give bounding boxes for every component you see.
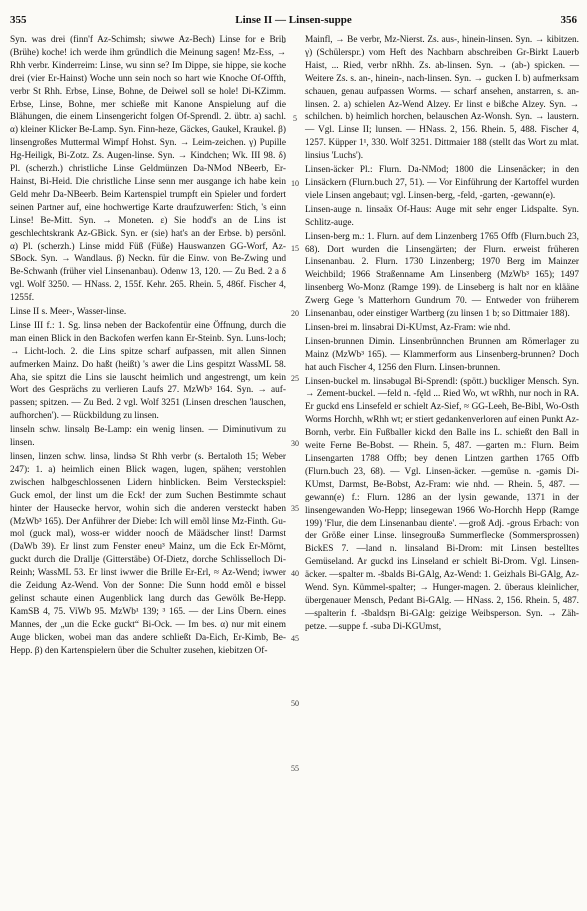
line-number: 5 [293,114,297,123]
entry-linse-i-cont: Syn. was drei (finn'f Az-Schimsh; siwwe Az-Bech) Linse for e Briẖ (Brühe) koche! ich werde ihm gründlich die Meinung sagen! Mz-Ess, → Rhh verbr. Kinderreim: Linse, wu sinn se? Im Dippe, sie hippe, sie koche drei (vier Er-Hainst) Woche unn sein noch so hart wie Knoche Of-Offth, verbr St Rhh. Erbse, Linse, Bohne, de Deiwel soll se hole! Di-KZimm. Erbse, Linse, Bohne, mer schieße mit Kanone Anspielung auf die Blähungen, die einem Linsengericht folgen Of-Sprendl. 2. übtr. a) sachl. α) kleiner Klicker Be-Lamp. Syn. Finn-heze, Gäckes, Gaukel, Kraukel. β) linsengroßes Muttermal Wimpf Hohst. Syn. → Leim-zeichen. γ) Pupille Hg-Heiligk, Bi-Zotz. Zs. Augen-linse. Syn. → Kindchen; Wk. III 98. δ) Pl. (scherzh.) christliche Linse Geldmünzen Da-NMod NBeerb, Er-Hainst, Bi-Heid. Die christliche Linse senn mer ausgange ich habe kein Geld mehr Da-NBeerb. Beim Kartenspiel trumpft ein Spieler und fordert seinen Partner auf, eine hochwertige Karte draufzuwerfen: Stich, 's einn Linse! Be-Mitt. Syn. → Moneten. ε) Sie hodd's an de Lins ist geschlechtskrank Az-GBick. Syn. er (sie) hat's an der Erbse. b) persönl. α) Pl. (scherzh.) Linse midd Füß (Füße) Hauswanzen GG-Worf, Az-SBock. Syn. → Wandlaus. β) Neckn. für die Einw. von Be-Zwing und Be-Schwanh (früher viel Linsenanbau). Odenw 13, 120. — Zu Bed. 2 a δ vgl. Wolf 3250. — HNass. 2, 155f. Kehr. 265. Rhein. 5, 486f. Fischer 4, 1255f. [10,35,286,304]
entry-linsen: linsen, linzen schw. linsə, lindsə St Rhh verbr (s. Bertaloth 15; Weber 247): 1. a) heimlich einen Blick wagen, lugen, spähen; verstohlen zwischen halbgeschlossenen Lidern hinblicken. Beim Versteckspiel: Guck emol, der linst um die Eck! der zum Suchen Bestimmte schaut hinter der Hausecke hervor, wohin sich die anderen versteckt haben (MzWb³ 165). Der Anführer der Diebe: Ich will emõl linse Mz-Finth. Gu-mol (guck mal), woss-er widder noocḣ de Määdscher linst! Darmst (DaWb 39). Er linst zum Fenster eneu³ Mainz, um die Eck Er-Mörnt, guckt durch die Drallje (Gitterstäbe) Of-Dietz, dorche Schlisselloch Di-Reinh; WassML 53. Er linst iwwer die Brille Er-Erl, ≈ Az-Wend; iwwer die Zeidung Az-Wend. Von der Sonne: Die Sunn hodd emõl e bissel gelinst schaute einen Augenblick lang durch das Gewölk Be-Hepp. KamSB 4, 75. ViWb 95. MzWb¹ 139; ³ 165. — der Lins Übern. eines Mannes, der „un die Ecke guckt“ Bi-Ock. — Im bes. α) nur mit einem Auge blicken, wobei man das andere schließt Da-Eich, Er-Kimb, Be-Hepp. β) den Kartenspielern über die Schulter zusehen, kiebitzen Of- [10,452,286,656]
line-number: 25 [291,374,299,383]
line-number: 35 [291,504,299,513]
right-column [305,34,579,635]
entry-linsen-cont: Mainfl, → Be verbr, Mz-Nierst. Zs. aus-, hinein-linsen. Syn. → kibitzen. γ) (Schülerspr.) vom Heft des Nachbarn abschreiben Gr-Birkt Lauerb Haist, ... Ried, verbr nRhh. Zs. ab-linsen. Syn. → (ab-) spicken. — Weitere Zs. s. an-, hinein-, nach-linsen. Syn. → gucken I. b) aufmerksam schauen, genau aufpassen Worms. — scharf ansehen, anstarren, s. an-linsen. 2. a) schielen Az-Wend Alzey. Er linst e bißche Alzey. Syn. → schilchen. b) heimlich horchen, belauschen Az-Wonsh. Syn. → laustern. — Vgl. Linse II; lunsen. — HNass. 2, 156. Rhein. 5, 488. Fischer 4, 1257. Küpper 1¹, 330. Wolf 3251. Dittmaier 188 (stellt das Wort zu mlat. linsius 'Luchs'). [305,35,579,162]
entry-linsen-aecker: Linsen-äcker Pl.: Flurn. Da-NMod; 1800 die Linsenäcker; in den Linsäckern (Flurn.buch 27, 51). — Vor Einführung der Kartoffel wurden viele Linsen angebaut; vgl. Linsen-berg, -feld, -garten, -gewann(e). [305,165,579,201]
line-number: 10 [291,179,299,188]
entry-linsen-brei: Linsen-brei m. linsəbrai Di-KUmst, Az-Fram: wie nhd. [305,322,511,333]
line-number: 15 [291,244,299,253]
page-number-left: 355 [10,14,27,26]
entry-linse-iii: Linse III f.: 1. Sg. linsə neben der Backofentür eine Öffnung, durch die man einen Blick in den Backofen werfen kann Er-Steinb. Syn. Luns-loch; → Licht-loch. 2. die Lins spitze scharf aufpassen, mit allen Sinnen aufmerken Mainz. Do haßt (heißt) 's awer die Lins gespitzt WassML 58. Aha, sie spitzt die Lins sie lauscht heimlich und angestrengt, um kein Wort des Gesprächs zu verlieren Laufs 27. MzWb³ 164. Syn. → auf-passen; spitzen. — Zu Bed. 2 vgl. Wolf 3251 (Linsen dreschen 'lauschen, aufhorchen'). — Rückbildung zu linsen. [10,320,286,422]
line-number: 40 [291,569,299,578]
page-number-right: 356 [560,14,577,26]
page-header [10,14,577,30]
line-number: 50 [291,699,299,708]
entry-linsen-auge: Linsen-auge n. linsəäx Of-Haus: Auge mit sehr enger Lidspalte. Syn. Schlitz-auge. [305,204,579,228]
line-number: 20 [291,309,299,318]
line-number: 45 [291,634,299,643]
left-column [10,34,286,659]
entry-linsen-brunnen: Linsen-brunnen Dimin. Linsenbrünnchen Brunnen am Römerlager zu Mainz (MzWb³ 165). — Klammerform aus Linsenberg-brunnen? Doch hat auch Fischer 4, 1256 den Flurn. Linsen-brunnen. [305,336,579,373]
entry-linseln: linseln schw. linsəlṇ Be-Lamp: ein wenig linsen. — Diminutivum zu linsen. [10,425,286,449]
line-number: 55 [291,764,299,773]
line-number: 30 [291,439,299,448]
entry-linsen-berg: Linsen-berg m.: 1. Flurn. auf dem Linzenberg 1765 Offb (Flurn.buch 23, 68). Dort wurden die Linsengärten; der Flurn. erweist früheren Linsenanbau. 2. Flurn. 1730 Linzenberg; 1970 Berg im Mainzer Weichbild; 1966 Straßenname Am Linsenberg (MzWb³ 165); 1497 linsenberg Wo-Monz (Ramge 199). de Linseberg is halt nor en klääne Zwerg Gege 's Matterhorn Gundrum 70. — Entweder von früherem Linsenanbau, oder einstiger Wartberg (zu linsen 1 b; so Dittmaier 188). [305,231,579,320]
running-title: Linse II — Linsen-suppe [235,14,352,26]
entry-linse-ii: Linse II s. Meer-, Wasser-linse. [10,307,127,318]
entry-linsen-buckel: Linsen-buckel m. linsəbugəl Bi-Sprendl: (spött.) buckliger Mensch. Syn. → Zement-buckel. —feld n. -fęld ... Ried Wo, wt wRhh, nur noch in RA. Er guckd ens Linsefeld er schielt Az-Sief, ≈ GG-Leeh, Be-Bibl, Wo-Osth Worms Horchh, wRhh wt; er stiert gedankenverloren auf einen Punkt Az-Bornh, verbr. Ein Fußballer kickd den Balle ins L. schießt den Ball in weite Ferne Be-Bobst. — Rhein. 5, 487. —garten m.: Flurn. Beim Linsengarten 1788 Offb; bey denen Lintzen garthen 1765 Offb (Flurn.buch 23, 68). — Vgl. Linsen-äcker. —gemüse n. -gəmis Di-KUmst, Darmst, Be-Bobst, Az-Fram: wie nhd. — Rhein. 5, 487. —gewann(e) f.: Flurn. 1286 an der lysin gewande, 1371 in der linsengewanden Wo-Hepp; linsegewan 1966 Wo-Horchh Hepp (Ramge 199) 'Flur, die dem Linsenanbau diente'. —groß Adj. -grous Erbach: von der Größe einer Linse. linsegroußə Summerflecke (Sommersprossen) BickES 7. —land n. linsəland Bi-Drom: mit Linsen bestelltes Gemüseland. Ar guckd ins Linseland er schielt Bi-Drom. Vgl. Linsen-äcker. —spalter m. -šbalds Bi-GAlg, Az-Wend: 1. Geizhals Bi-GAlg, Az-Wend. Syn. Kümmel-spalter; → Hunger-magen. 2. überaus kleinlicher, übergenauer Mensch, Pedant Bi-GAlg. — HNass. 2, 156. Rhein. 5, 487. —spalterin f. -šbaldsṛn Bi-GAlg: geizige Weibsperson. Syn. → Zäh-petze. —suppe f. -subə Di-KGUmst, [305,376,579,632]
